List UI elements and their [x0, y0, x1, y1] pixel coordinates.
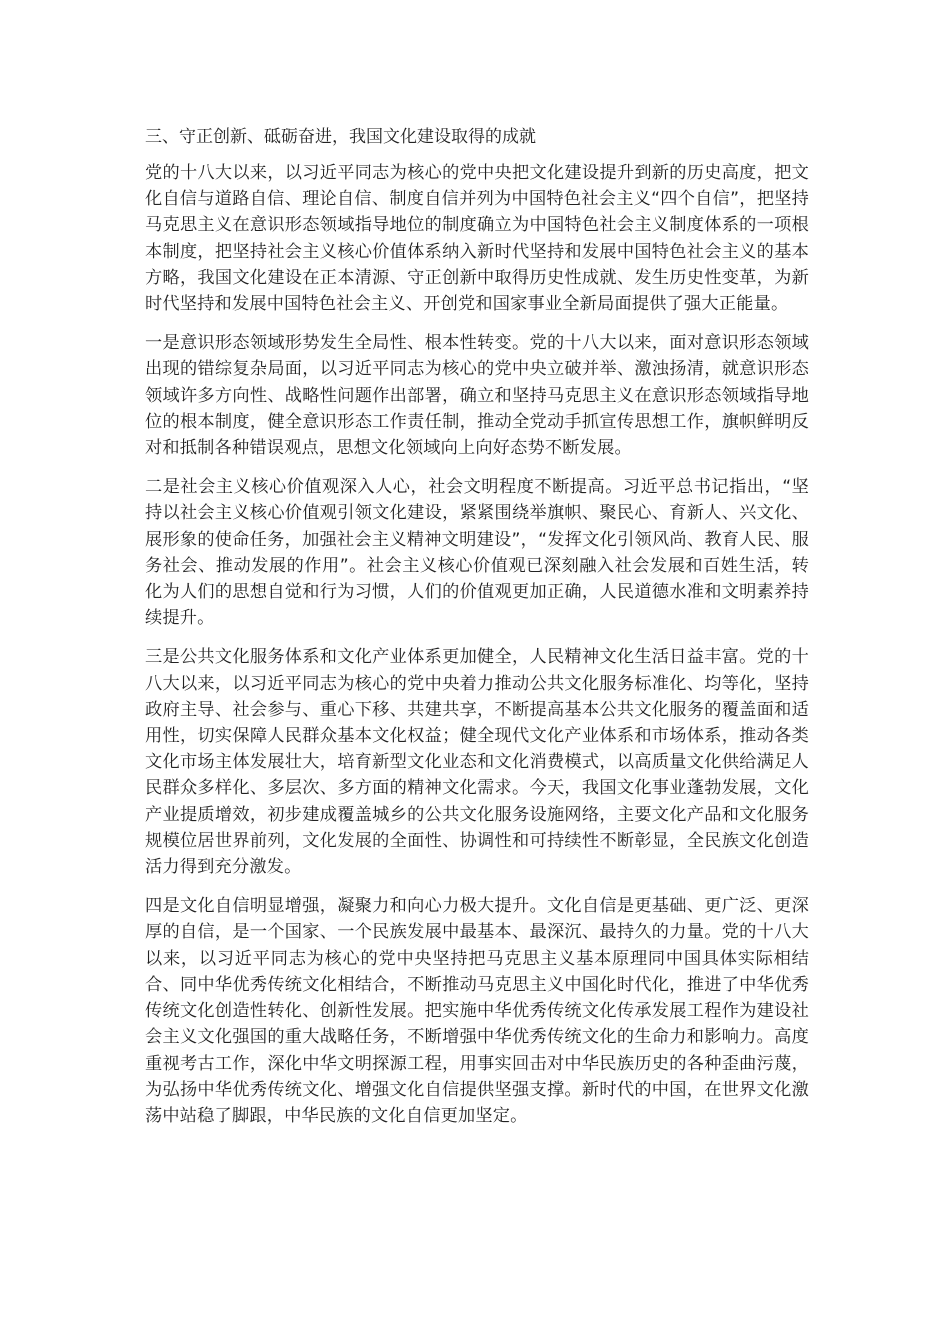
paragraph-point-2: 二是社会主义核心价值观深入人心，社会文明程度不断提高。习近平总书记指出，“坚持以社会主义核心价值观引领文化建设，紧紧围绕举旗帜、聚民心、育新人、兴文化、展形象的使命任务，加强社会主义精神文明建设”，“发挥文化引领风尚、教育人民、服务社会、推动发展的作用”。社会主义核心价值观已深刻融入社会发展和百姓生活，转化为人们的思想自觉和行为习惯，人们的价值观更加正确，人民道德水准和文明素养持续提升。	[145, 477, 809, 629]
paragraph-intro: 党的十八大以来，以习近平同志为核心的党中央把文化建设提升到新的历史高度，把文化自信与道路自信、理论自信、制度自信并列为中国特色社会主义“四个自信”，把坚持马克思主义在意识形态领域指导地位的制度确立为中国特色社会主义制度体系的一项根本制度，把坚持社会主义核心价值体系纳入新时代坚持和发展中国特色社会主义的基本方略，我国文化建设在正本清源、守正创新中取得历史性成就、发生历史性变革，为新时代坚持和发展中国特色社会主义、开创党和国家事业全新局面提供了强大正能量。	[145, 163, 809, 315]
document-page	[145, 124, 809, 1142]
paragraph-point-1: 一是意识形态领域形势发生全局性、根本性转变。党的十八大以来，面对意识形态领域出现的错综复杂局面，以习近平同志为核心的党中央立破并举、激浊扬清，就意识形态领域许多方向性、战略性问题作出部署，确立和坚持马克思主义在意识形态领域指导地位的根本制度，健全意识形态工作责任制，推动全党动手抓宣传思想工作，旗帜鲜明反对和抵制各种错误观点，思想文化领域向上向好态势不断发展。	[145, 333, 809, 459]
paragraph-point-4: 四是文化自信明显增强，凝聚力和向心力极大提升。文化自信是更基础、更广泛、更深厚的自信，是一个国家、一个民族发展中最基本、最深沉、最持久的力量。党的十八大以来，以习近平同志为核心的党中央坚持把马克思主义基本原理同中国具体实际相结合、同中华优秀传统文化相结合，不断推动马克思主义中国化时代化，推进了中华优秀传统文化创造性转化、创新性发展。把实施中华优秀传统文化传承发展工程作为建设社会主义文化强国的重大战略任务，不断增强中华优秀传统文化的生命力和影响力。高度重视考古工作，深化中华文明探源工程，用事实回击对中华民族历史的各种歪曲污蔑，为弘扬中华优秀传统文化、增强文化自信提供坚强支撑。新时代的中国，在世界文化激荡中站稳了脚跟，中华民族的文化自信更加坚定。	[145, 896, 809, 1126]
section-heading: 三、守正创新、砥砺奋进，我国文化建设取得的成就	[145, 127, 536, 147]
paragraph-point-3: 三是公共文化服务体系和文化产业体系更加健全，人民精神文化生活日益丰富。党的十八大以来，以习近平同志为核心的党中央着力推动公共文化服务标准化、均等化，坚持政府主导、社会参与、重心下移、共建共享，不断提高基本公共文化服务的覆盖面和适用性，切实保障人民群众基本文化权益；健全现代文化产业体系和市场体系，推动各类文化市场主体发展壮大，培育新型文化业态和文化消费模式，以高质量文化供给满足人民群众多样化、多层次、多方面的精神文化需求。今天，我国文化事业蓬勃发展，文化产业提质增效，初步建成覆盖城乡的公共文化服务设施网络，主要文化产品和文化服务规模位居世界前列，文化发展的全面性、协调性和可持续性不断彰显，全民族文化创造活力得到充分激发。	[145, 647, 809, 878]
